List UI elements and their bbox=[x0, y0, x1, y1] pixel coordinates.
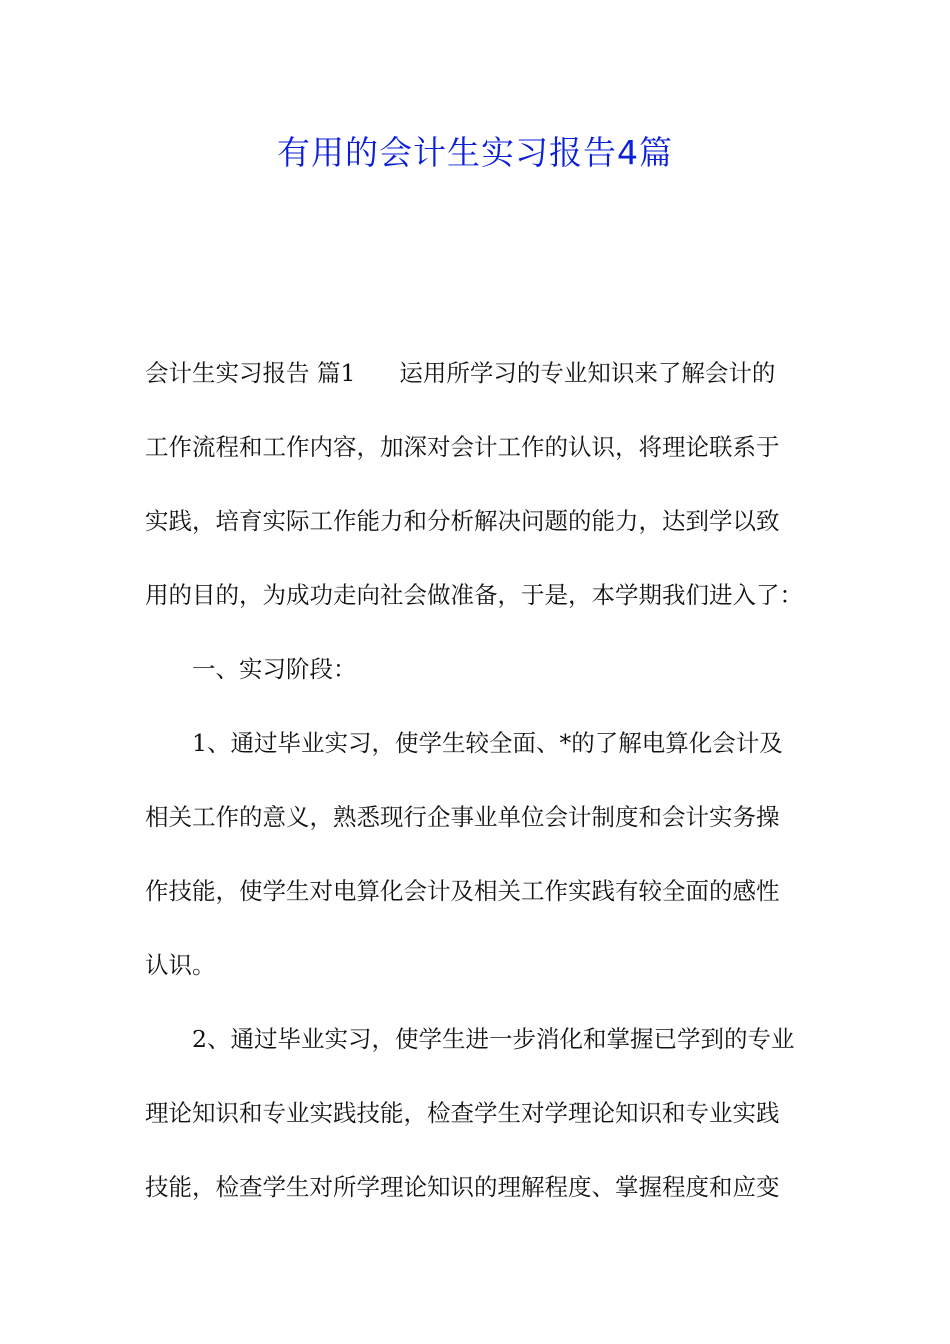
paragraph-line: 实践，培育实际工作能力和分析解决问题的能力，达到学以致 bbox=[145, 507, 780, 535]
paragraph-line: 用的目的，为成功走向社会做准备，于是，本学期我们进入了： bbox=[145, 581, 803, 609]
paragraph-line: 技能，检查学生对所学理论知识的理解程度、掌握程度和应变 bbox=[145, 1173, 780, 1201]
paragraph-line: 2、通过毕业实习，使学生进一步消化和掌握已学到的专业 bbox=[192, 1025, 795, 1053]
paragraph-line: 理论知识和专业实践技能，检查学生对学理论知识和专业实践 bbox=[145, 1099, 780, 1127]
paragraph-line: 1、通过毕业实习，使学生较全面、*的了解电算化会计及 bbox=[192, 729, 783, 757]
document-body bbox=[145, 336, 809, 1224]
paragraph-line bbox=[145, 336, 809, 410]
paragraph-line: 认识。 bbox=[145, 951, 216, 979]
document-title: 有用的会计生实习报告4篇 bbox=[277, 133, 673, 172]
subheading-line: 一、实习阶段： bbox=[192, 655, 357, 683]
paragraph-line: 相关工作的意义，熟悉现行企事业单位会计制度和会计实务操 bbox=[145, 803, 780, 831]
paragraph-line: 工作流程和工作内容，加深对会计工作的认识，将理论联系于 bbox=[145, 433, 780, 461]
paragraph-text: 运用所学习的专业知识来了解会计的 bbox=[399, 359, 776, 387]
paragraph-line: 作技能，使学生对电算化会计及相关工作实践有较全面的感性 bbox=[145, 877, 780, 905]
section-heading: 会计生实习报告 篇1 bbox=[145, 359, 356, 387]
